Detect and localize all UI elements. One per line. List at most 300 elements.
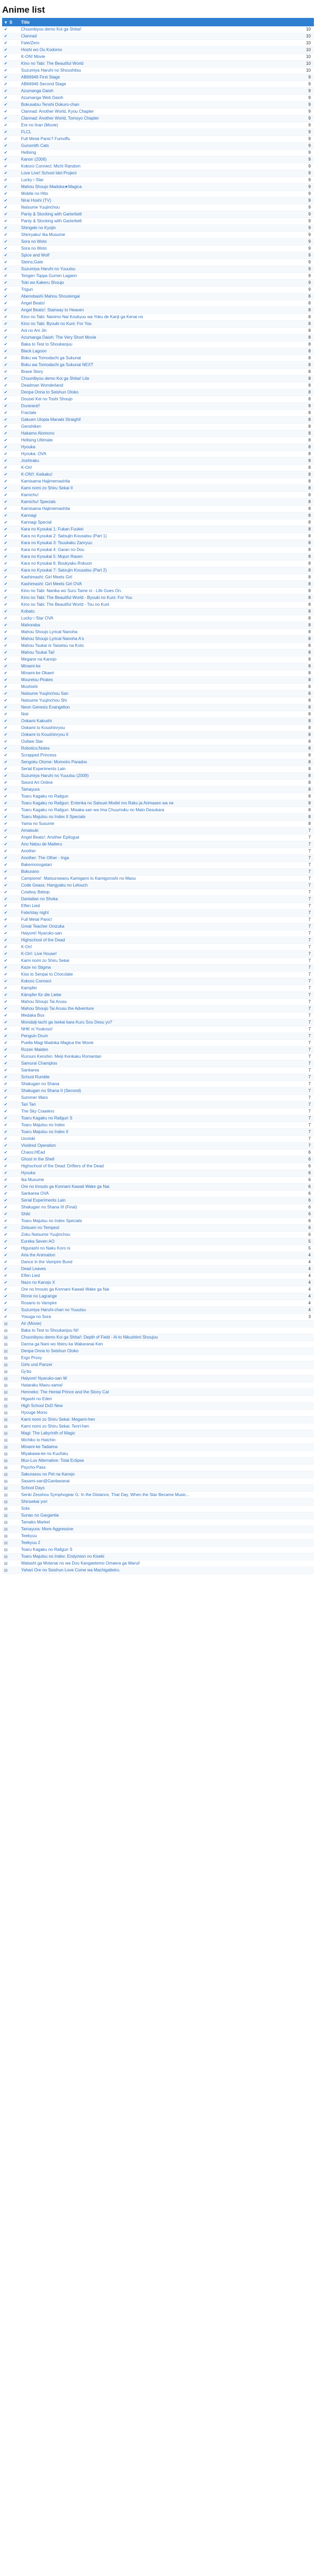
list-item[interactable] (2, 643, 314, 650)
anime-title-link[interactable]: Kobato. (21, 609, 36, 614)
list-item[interactable] (2, 1341, 314, 1348)
anime-title-link[interactable]: Zoku Natsume Yuujinchou (21, 1232, 71, 1237)
anime-title-link[interactable]: Outlaw Star (21, 739, 43, 744)
anime-title-link[interactable]: Ika Musume (21, 1177, 44, 1182)
anime-title-link[interactable]: AB66946 First Stage (21, 75, 60, 80)
anime-title-link[interactable]: Ookami to Koushinryou II (21, 732, 68, 737)
anime-title-link[interactable]: Bokusatsu Tenshi Dokuro-chan (21, 102, 80, 107)
anime-title-link[interactable]: Ghost in the Shell (21, 1157, 55, 1162)
list-item[interactable] (2, 259, 314, 266)
list-item[interactable] (2, 622, 314, 629)
list-item[interactable] (2, 307, 314, 314)
list-item[interactable] (2, 1136, 314, 1143)
anime-title-link[interactable]: Yosuga no Sora (21, 1314, 51, 1319)
anime-title-link[interactable]: Mahou Tsukai ni Taisetsu na Koto (21, 643, 84, 648)
list-item[interactable] (2, 410, 314, 417)
list-item[interactable] (2, 965, 314, 971)
list-item[interactable] (2, 403, 314, 410)
list-item[interactable] (2, 444, 314, 451)
list-item[interactable] (2, 1225, 314, 1232)
list-item[interactable] (2, 1019, 314, 1026)
anime-title-link[interactable]: Sunao no Gargantia (21, 1513, 59, 1518)
anime-title-link[interactable]: K-On! (21, 465, 32, 470)
anime-title-link[interactable]: Higurashi no Naku Koro ni (21, 1246, 71, 1251)
anime-title-link[interactable]: Mahou Shoujo Tai Arusu (21, 999, 67, 1004)
list-item[interactable] (2, 848, 314, 855)
list-item[interactable] (2, 61, 314, 67)
list-item[interactable] (2, 807, 314, 814)
list-item[interactable] (2, 376, 314, 382)
anime-title-link[interactable]: Amatsuki (21, 828, 38, 833)
list-item[interactable] (2, 841, 314, 848)
anime-title-link[interactable]: Full Metal Panic? Fumoffu (21, 136, 70, 141)
list-item[interactable] (2, 1458, 314, 1464)
anime-title-link[interactable]: Great Teacher Onizuka (21, 924, 65, 929)
anime-title-link[interactable]: Hellsing (21, 150, 36, 155)
list-item[interactable] (2, 745, 314, 752)
anime-title-link[interactable]: Watashi ga Motenai no wa Dou Kangaetemo Omaera ga Warui! (21, 1561, 140, 1566)
anime-title-link[interactable]: Sankarea OVA (21, 1191, 49, 1196)
anime-title-link[interactable]: Gakuen Utopia Manabi Straight! (21, 417, 81, 422)
anime-title-link[interactable]: The Sky Crawlers (21, 1109, 55, 1114)
list-item[interactable] (2, 636, 314, 643)
anime-title-link[interactable]: Kamisama Hajimemashita (21, 479, 70, 484)
anime-title-link[interactable]: Durarara!! (21, 404, 41, 408)
list-item[interactable] (2, 1526, 314, 1533)
anime-title-link[interactable]: Lucky☆Star (21, 178, 44, 182)
list-item[interactable] (2, 1177, 314, 1184)
anime-title-link[interactable]: Kamisama Hajimemashita (21, 506, 70, 511)
list-item[interactable] (2, 1218, 314, 1225)
list-item[interactable] (2, 985, 314, 992)
list-item[interactable] (2, 102, 314, 109)
list-item[interactable] (2, 95, 314, 102)
anime-title-link[interactable]: Toki wo Kakeru Shoujo (21, 280, 64, 285)
list-item[interactable] (2, 396, 314, 403)
list-item[interactable] (2, 81, 314, 88)
list-item[interactable] (2, 547, 314, 554)
list-item[interactable] (2, 204, 314, 211)
anime-title-link[interactable]: Tari Tari (21, 1102, 36, 1107)
list-item[interactable] (2, 122, 314, 129)
anime-title-link[interactable]: Toaru Majutsu no Index Specials (21, 1218, 82, 1223)
anime-title-link[interactable]: Psycho-Pass (21, 1465, 46, 1470)
list-item[interactable] (2, 533, 314, 540)
list-item[interactable] (2, 478, 314, 485)
list-item[interactable] (2, 1245, 314, 1252)
anime-title-link[interactable]: Sakurasou no Pet na Kanojo (21, 1472, 75, 1477)
anime-title-link[interactable]: Bakemonogatari (21, 862, 52, 867)
anime-title-link[interactable]: Ere no Iiran (Movie) (21, 123, 58, 127)
list-item[interactable] (2, 362, 314, 369)
list-item[interactable] (2, 930, 314, 937)
anime-title-link[interactable]: Nirai Hoshi (TV) (21, 198, 51, 203)
list-item[interactable] (2, 1547, 314, 1554)
list-item[interactable] (2, 1156, 314, 1163)
list-item[interactable] (2, 650, 314, 656)
anime-title-link[interactable]: Miyakawa-ke no Kuufuku (21, 1451, 68, 1456)
list-item[interactable] (2, 143, 314, 150)
anime-title-link[interactable]: Kannagi Special (21, 520, 52, 525)
list-item[interactable] (2, 67, 314, 74)
list-item[interactable] (2, 211, 314, 218)
list-item[interactable] (2, 608, 314, 615)
list-item[interactable] (2, 54, 314, 61)
anime-title-link[interactable]: Mahou Shoujo Lyrical Nanoha (21, 630, 77, 634)
anime-title-link[interactable]: Senki Zesshou Symphogear G: In the Distance, That Day, When the Star Became Music... (21, 1492, 190, 1497)
list-item[interactable] (2, 602, 314, 608)
list-item[interactable] (2, 1423, 314, 1430)
anime-title-link[interactable]: Highschool of the Dead: Drifters of the Dead (21, 1164, 104, 1168)
anime-title-link[interactable]: Yama no Susume (21, 821, 54, 826)
list-item[interactable] (2, 136, 314, 143)
list-item[interactable] (2, 389, 314, 396)
list-item[interactable] (2, 280, 314, 287)
anime-title-link[interactable]: Ookami to Koushinryou (21, 725, 65, 730)
anime-title-link[interactable]: Gj-bu (21, 1369, 32, 1374)
anime-title-link[interactable]: Steins;Gate (21, 260, 43, 264)
anime-title-link[interactable]: Serial Experiments Lain (21, 766, 66, 771)
list-item[interactable] (2, 129, 314, 136)
anime-title-link[interactable]: Rosario to Vampire (21, 1301, 57, 1305)
anime-title-link[interactable]: Mahou Shoujo Tai Arusu the Adventure (21, 1006, 94, 1011)
anime-title-link[interactable]: Fate/Zero (21, 41, 39, 45)
anime-title-link[interactable]: Hoshi wo Ou Kodomo (21, 47, 62, 52)
list-item[interactable] (2, 882, 314, 889)
anime-title-link[interactable]: Baka to Test to Shoukanjuu (21, 342, 73, 347)
list-item[interactable] (2, 1540, 314, 1547)
anime-title-link[interactable]: K-ON! Movie (21, 54, 45, 59)
anime-title-link[interactable]: Kokoro Connect: Michi Random (21, 164, 81, 169)
list-item[interactable] (2, 198, 314, 204)
list-item[interactable] (2, 1266, 314, 1273)
anime-title-link[interactable]: Sasami-san@Ganbaranai (21, 1479, 70, 1483)
anime-title-link[interactable]: Tengen Toppa Gurren Lagann (21, 273, 77, 278)
list-item[interactable] (2, 170, 314, 177)
anime-title-link[interactable]: Full Metal Panic! (21, 917, 53, 922)
list-item[interactable] (2, 1512, 314, 1519)
anime-title-link[interactable]: Kara no Kyoukai 4: Garan no Dou (21, 547, 85, 552)
list-item[interactable] (2, 595, 314, 602)
anime-title-link[interactable]: Minami-ke (21, 664, 41, 668)
anime-title-link[interactable]: K-ON!!: Keikaku! (21, 472, 53, 477)
list-item[interactable] (2, 382, 314, 389)
list-item[interactable] (2, 862, 314, 869)
list-item[interactable] (2, 1375, 314, 1382)
anime-title-link[interactable]: Summer Wars (21, 1095, 48, 1100)
list-item[interactable] (2, 492, 314, 499)
list-item[interactable] (2, 1211, 314, 1218)
list-item[interactable] (2, 1012, 314, 1019)
list-item[interactable] (2, 348, 314, 355)
anime-title-link[interactable]: Penguin Drum (21, 1034, 48, 1038)
anime-title-link[interactable]: Aoi no Ani Jin (21, 328, 47, 333)
anime-title-link[interactable]: Cowboy Bebop (21, 890, 50, 894)
list-item[interactable] (2, 26, 314, 33)
list-item[interactable] (2, 697, 314, 704)
list-item[interactable] (2, 1108, 314, 1115)
anime-title-link[interactable]: Medaka Box (21, 1013, 45, 1018)
list-item[interactable] (2, 1533, 314, 1540)
list-item[interactable] (2, 88, 314, 95)
list-item[interactable] (2, 1362, 314, 1369)
anime-title-link[interactable]: Shingeki no Kyojin (21, 225, 56, 230)
list-item[interactable] (2, 115, 314, 122)
list-item[interactable] (2, 1184, 314, 1191)
anime-title-link[interactable]: Highschool of the Dead (21, 938, 65, 942)
title-header[interactable]: Title (21, 19, 30, 25)
anime-title-link[interactable]: Toaru Majutsu no Index (21, 1123, 65, 1127)
list-item[interactable] (2, 937, 314, 944)
list-item[interactable] (2, 1095, 314, 1102)
anime-title-link[interactable]: Genshiken (21, 424, 42, 429)
list-item[interactable] (2, 711, 314, 718)
list-item[interactable] (2, 1204, 314, 1211)
list-item[interactable] (2, 718, 314, 725)
list-item[interactable] (2, 1074, 314, 1081)
anime-title-link[interactable]: Kokoro Connect (21, 979, 52, 984)
anime-title-link[interactable]: Kiss to Senpai to Chocolate (21, 972, 73, 977)
anime-title-link[interactable]: Kami nomi zo Shiru Sekai II (21, 486, 73, 490)
anime-title-link[interactable]: NHK ni Youkoso! (21, 1027, 53, 1031)
anime-title-link[interactable]: Boku wa Tomodachi ga Sukunai NEXT (21, 362, 94, 367)
anime-title-link[interactable]: Usotoki (21, 1136, 35, 1141)
anime-title-link[interactable]: Spice and Wolf (21, 253, 50, 258)
list-item[interactable] (2, 177, 314, 184)
anime-title-link[interactable]: Angel Beats! (21, 301, 45, 306)
score-header[interactable]: S (9, 19, 13, 25)
list-item[interactable] (2, 287, 314, 293)
anime-title-link[interactable]: AB66946 Second Stage (21, 82, 66, 86)
list-item[interactable] (2, 944, 314, 951)
anime-title-link[interactable]: Serial Experiments Lain (21, 1198, 66, 1203)
list-item[interactable] (2, 225, 314, 232)
anime-title-link[interactable]: Shinsekai yori (21, 1499, 47, 1504)
list-item[interactable] (2, 1047, 314, 1054)
anime-title-link[interactable]: FLCL (21, 130, 32, 134)
list-item[interactable] (2, 1232, 314, 1238)
anime-title-link[interactable]: Angel Beats!: Stairway to Heaven (21, 308, 84, 312)
anime-title-link[interactable]: Henneko: The Hentai Prince and the Stony Cat (21, 1390, 109, 1394)
list-item[interactable] (2, 1273, 314, 1280)
list-item[interactable] (2, 485, 314, 492)
list-item[interactable] (2, 369, 314, 376)
anime-title-link[interactable]: Toaru Majutsu no Index II (21, 1129, 68, 1134)
anime-title-link[interactable]: Chuunibyou demo Koi ga Shitai! (21, 27, 82, 32)
anime-title-link[interactable]: Baka to Test to Shoukanjuu Ni! (21, 1328, 79, 1333)
list-item[interactable] (2, 773, 314, 780)
anime-title-link[interactable]: Hellsing Ultimate (21, 438, 53, 443)
anime-title-link[interactable]: Hyouka (21, 445, 36, 449)
anime-title-link[interactable]: Scrapped Princess (21, 753, 57, 758)
list-item[interactable] (2, 1149, 314, 1156)
anime-title-link[interactable]: Kara no Kyoukai 5: Mujun Rasen (21, 554, 83, 559)
list-item[interactable] (2, 1471, 314, 1478)
list-item[interactable] (2, 793, 314, 800)
anime-title-link[interactable]: Brave Story (21, 369, 43, 374)
list-item[interactable] (2, 684, 314, 691)
anime-title-link[interactable]: Mondaiji-tachi ga Isekai kara Kuru Sou Desu yo? (21, 1020, 112, 1025)
anime-title-link[interactable]: Mushishi (21, 684, 38, 689)
list-item[interactable] (2, 670, 314, 677)
anime-title-link[interactable]: Shiki (21, 1212, 31, 1216)
anime-title-link[interactable]: Sola (21, 1506, 30, 1511)
anime-title-link[interactable]: Natsume Yuujinchou Shi (21, 698, 67, 703)
list-item[interactable] (2, 1444, 314, 1451)
list-item[interactable] (2, 656, 314, 663)
anime-title-link[interactable]: Magi: The Labyrinth of Magic (21, 1431, 76, 1436)
anime-title-link[interactable]: Kara no Kyoukai 2: Satsujin Kousatsu (Part 1) (21, 534, 107, 538)
anime-title-link[interactable]: Boku wa Tomodachi ga Sukunai (21, 356, 81, 360)
anime-title-link[interactable]: Lucky☆Star OVA (21, 616, 54, 621)
list-item[interactable] (2, 554, 314, 561)
anime-title-link[interactable]: Noir (21, 712, 29, 716)
list-item[interactable] (2, 245, 314, 252)
anime-title-link[interactable]: Kamichu! Specials (21, 499, 56, 504)
list-item[interactable] (2, 74, 314, 81)
list-item[interactable] (2, 1314, 314, 1321)
anime-title-link[interactable]: Michiko to Hatchin (21, 1438, 56, 1442)
anime-title-link[interactable]: Kara no Kyoukai 1: Fukan Fuukei (21, 527, 84, 532)
anime-title-link[interactable]: Chaos;HEad (21, 1150, 45, 1155)
list-item[interactable] (2, 1252, 314, 1259)
anime-title-link[interactable]: Clannad (21, 34, 37, 38)
anime-title-link[interactable]: Kara no Kyoukai 6: Boukyaku Rokuon (21, 561, 92, 566)
anime-title-link[interactable]: Hakamo Alomono (21, 431, 55, 436)
list-item[interactable] (2, 615, 314, 622)
list-item[interactable] (2, 1382, 314, 1389)
anime-title-link[interactable]: K-On! (21, 945, 32, 949)
list-item[interactable] (2, 971, 314, 978)
anime-title-link[interactable]: Kashimashi: Girl Meets Girl OVA (21, 582, 82, 586)
anime-title-link[interactable]: Sankarea (21, 1068, 39, 1073)
list-item[interactable] (2, 430, 314, 437)
anime-title-link[interactable]: Neon Genesis Evangelion (21, 705, 70, 710)
anime-title-link[interactable]: Kara no Kyoukai 7: Satsujin Kousatsu (Part 2) (21, 568, 107, 573)
anime-title-link[interactable]: Chuunibyou demo Koi ga Shitai! Lite (21, 376, 90, 381)
anime-title-link[interactable]: Mahou Tsukai Tai! (21, 650, 55, 655)
list-item[interactable] (2, 1560, 314, 1567)
list-item[interactable] (2, 629, 314, 636)
list-item[interactable] (2, 1369, 314, 1375)
list-item[interactable] (2, 451, 314, 458)
anime-title-link[interactable]: Kannagi (21, 513, 37, 518)
anime-title-link[interactable]: Teekyuu (21, 1533, 37, 1538)
anime-title-link[interactable]: Bokurano (21, 869, 39, 874)
list-item[interactable] (2, 759, 314, 766)
list-item[interactable] (2, 903, 314, 910)
anime-title-link[interactable]: Denpa Onna to Seishun Otoko (21, 390, 78, 395)
list-item[interactable] (2, 999, 314, 1006)
anime-title-link[interactable]: Shinryaku! Ika Musume (21, 232, 65, 237)
anime-title-link[interactable]: Toaru Kagaku no Railgun (21, 794, 68, 799)
anime-title-link[interactable]: Kämpfer für die Liebe (21, 992, 62, 997)
list-item[interactable] (2, 513, 314, 519)
anime-title-link[interactable]: Eureka Seven AO (21, 1239, 55, 1244)
list-item[interactable] (2, 910, 314, 917)
list-item[interactable] (2, 1300, 314, 1307)
list-item[interactable] (2, 1054, 314, 1060)
list-item[interactable] (2, 691, 314, 697)
anime-title-link[interactable]: Azumanga Web Daioh (21, 95, 63, 100)
anime-title-link[interactable]: Kino no Tabi: The Beautiful World (21, 61, 84, 66)
list-item[interactable] (2, 958, 314, 965)
list-item[interactable] (2, 1259, 314, 1266)
list-item[interactable] (2, 821, 314, 828)
list-item[interactable] (2, 1430, 314, 1437)
anime-title-link[interactable]: Kampfer (21, 986, 37, 990)
list-item[interactable] (2, 780, 314, 786)
anime-title-link[interactable]: Mobile no Hito (21, 191, 48, 196)
anime-title-link[interactable]: Deadman Wonderland (21, 383, 63, 388)
list-item[interactable] (2, 1143, 314, 1149)
anime-title-link[interactable]: Kino no Tabi: The Beautiful World - Byouki no Kuni: For You (21, 595, 132, 600)
anime-title-link[interactable]: Rurouni Kenshin: Meiji Kenkaku Romantan (21, 1054, 102, 1059)
list-item[interactable] (2, 252, 314, 259)
anime-title-link[interactable]: Shakugan no Shana (21, 1081, 60, 1086)
list-item[interactable] (2, 1122, 314, 1129)
anime-title-link[interactable]: Shakugan no Shana III (Final) (21, 1205, 77, 1210)
anime-title-link[interactable]: Megane na Kanojo (21, 657, 57, 662)
anime-title-link[interactable]: Dead Leaves (21, 1266, 46, 1271)
list-item[interactable] (2, 150, 314, 156)
list-item[interactable] (2, 471, 314, 478)
anime-title-link[interactable]: Sora no Woto (21, 246, 47, 251)
anime-title-link[interactable]: Mahou Shoujo Madoka★Magica (21, 184, 82, 189)
anime-title-link[interactable]: Ore no Imouto ga Konnani Kawaii Wake ga Nai (21, 1287, 110, 1292)
anime-title-link[interactable]: Code Geass: Hangyaku no Lelouch (21, 883, 88, 888)
list-item[interactable] (2, 1485, 314, 1492)
list-item[interactable] (2, 1554, 314, 1560)
list-item[interactable] (2, 239, 314, 245)
list-item[interactable] (2, 519, 314, 526)
anime-title-link[interactable]: Kara no Kyoukai 3: Tsuukaku Zanryuu (21, 540, 93, 545)
list-item[interactable] (2, 526, 314, 533)
anime-title-link[interactable]: Minami-ke Okaeri (21, 671, 54, 675)
anime-title-link[interactable]: Dantalian no Shoka (21, 897, 58, 901)
list-item[interactable] (2, 1355, 314, 1362)
list-item[interactable] (2, 917, 314, 923)
list-item[interactable] (2, 1293, 314, 1300)
list-item[interactable] (2, 1238, 314, 1245)
list-item[interactable] (2, 1067, 314, 1074)
anime-title-link[interactable]: Suzumiya Haruhi-chan no Yuuutsu (21, 1307, 86, 1312)
list-item[interactable] (2, 588, 314, 595)
anime-title-link[interactable]: Mouretsu Pirates (21, 677, 53, 682)
list-item[interactable] (2, 321, 314, 328)
list-item[interactable] (2, 1280, 314, 1286)
list-item[interactable] (2, 1129, 314, 1136)
anime-title-link[interactable]: Puella Magi Madoka Magica the Movie (21, 1040, 94, 1045)
anime-title-link[interactable]: Toaru Kagaku no Railgun S (21, 1116, 73, 1120)
anime-title-link[interactable]: Ore no Imouto ga Konnani Kawaii Wake ga Nai. (21, 1184, 111, 1189)
list-item[interactable] (2, 561, 314, 567)
list-item[interactable] (2, 156, 314, 163)
anime-title-link[interactable]: Trigun (21, 287, 33, 292)
anime-title-link[interactable]: Sword Art Online (21, 780, 53, 785)
list-item[interactable] (2, 191, 314, 198)
anime-title-link[interactable]: Ano Natsu de Matteru (21, 842, 62, 847)
list-item[interactable] (2, 1170, 314, 1177)
anime-title-link[interactable]: Clannad: Another World, Tomoyo Chapter (21, 116, 99, 121)
list-item[interactable] (2, 855, 314, 862)
anime-title-link[interactable]: Another: The Other - Inga (21, 856, 70, 860)
anime-title-link[interactable]: Kino no Tabi: The Beautiful World - Tou no Kuni (21, 602, 110, 607)
list-item[interactable] (2, 1451, 314, 1458)
anime-title-link[interactable]: Zetsuen no Tempest (21, 1225, 60, 1230)
list-item[interactable] (2, 567, 314, 574)
list-item[interactable] (2, 465, 314, 471)
